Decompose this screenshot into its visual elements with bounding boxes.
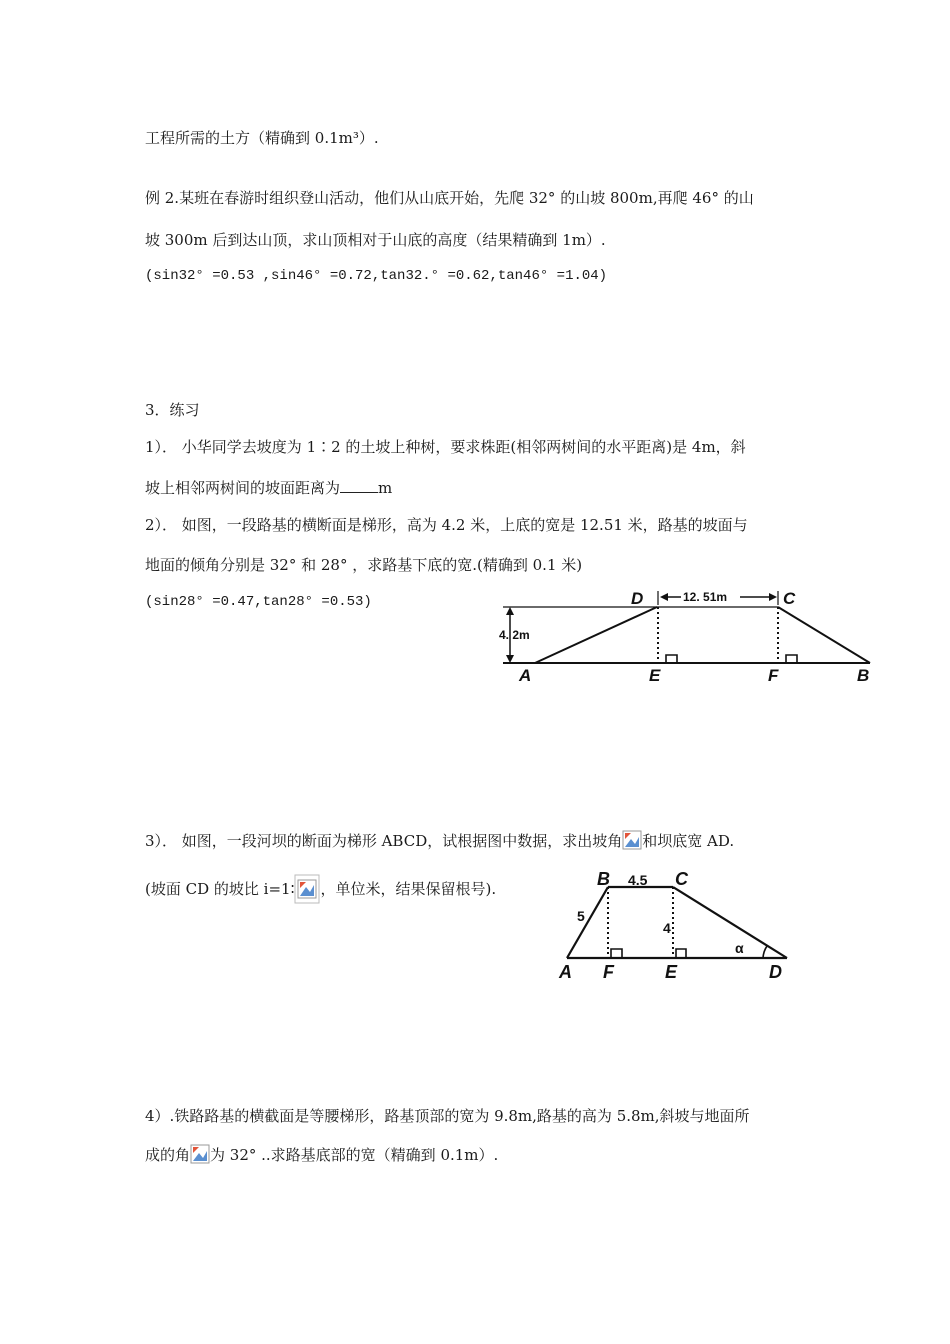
label-D: D xyxy=(769,962,782,982)
right-angle-F xyxy=(611,949,622,958)
label-A: A xyxy=(519,666,532,685)
example2-line2: 坡 300m 后到达山顶，求山顶相对于山底的高度（结果精确到 1m）. xyxy=(145,231,606,249)
right-angle-F xyxy=(786,655,797,663)
q3-line2-prefix: (坡面 CD 的坡比 i=1∶ xyxy=(145,880,295,898)
q4-line1: 4）.铁路路基的横截面是等腰梯形，路基顶部的宽为 9.8m,路基的高为 5.8m,斜坡与地面所 xyxy=(145,1107,750,1125)
broken-image-icon xyxy=(622,830,642,850)
top-width-label: 4.5 xyxy=(628,872,648,888)
q3-line2-suffix: ，单位米，结果保留根号). xyxy=(320,880,497,898)
q3-line1-suffix: 和坝底宽 AD. xyxy=(642,832,735,850)
height-label: 4 xyxy=(663,920,671,936)
q3-line1-prefix: 3）． 如图，一段河坝的断面为梯形 ABCD，试根据图中数据，求出坡角 xyxy=(145,832,623,850)
label-B: B xyxy=(597,869,610,889)
q4-line2 xyxy=(145,1144,498,1165)
label-B: B xyxy=(857,666,870,685)
label-C: C xyxy=(675,869,688,889)
side-length-label: 5 xyxy=(577,908,585,924)
label-C: C xyxy=(783,589,796,608)
q2-line1: 2）． 如图，一段路基的横断面是梯形，高为 4.2 米，上底的宽是 12.51 米，路基的坡面与 xyxy=(145,516,748,534)
side-AB xyxy=(567,887,608,958)
q3-line2 xyxy=(145,874,496,904)
label-A: A xyxy=(559,962,572,982)
q1-line2-suffix: m xyxy=(378,479,393,497)
figure-road-trapezoid xyxy=(495,585,890,690)
q1-line2 xyxy=(145,478,392,498)
angle-arc-D xyxy=(763,946,767,958)
q2-hint: (sin28° =0.47,tan28° =0.53) xyxy=(145,594,372,610)
label-E: E xyxy=(649,666,661,685)
q3-line1 xyxy=(145,830,734,851)
right-angle-E xyxy=(666,655,677,663)
right-angle-E xyxy=(676,949,686,958)
label-F: F xyxy=(603,962,614,982)
q1-line2-prefix: 坡上相邻两树间的坡面距离为 xyxy=(145,479,341,497)
example2-hint: (sin32° =0.53 ,sin46° =0.72,tan32.° =0.62,tan46° =1.04) xyxy=(145,268,608,284)
figure-dam-trapezoid xyxy=(555,865,795,985)
label-F: F xyxy=(768,666,779,685)
top-width-label: 12. 51m xyxy=(683,590,728,604)
label-E: E xyxy=(665,962,678,982)
q2-line2: 地面的倾角分别是 32° 和 28° ，求路基下底的宽.(精确到 0.1 米) xyxy=(145,556,583,574)
example2-line1: 例 2.某班在春游时组织登山活动，他们从山底开始，先爬 32° 的山坡 800m,再爬 46° 的山 xyxy=(145,189,754,207)
label-D: D xyxy=(631,589,644,608)
q4-line2-suffix: 为 32° ..求路基底部的宽（精确到 0.1m）. xyxy=(210,1146,499,1164)
slope-AD xyxy=(535,607,657,663)
answer-blank xyxy=(340,478,378,493)
broken-image-icon xyxy=(190,1144,210,1164)
intro-line: 工程所需的土方（精确到 0.1m³）. xyxy=(145,129,379,147)
angle-alpha-label: α xyxy=(735,940,744,956)
q4-line2-prefix: 成的角 xyxy=(145,1146,191,1164)
section3-heading: 3．练习 xyxy=(145,401,200,419)
q1-line1: 1）． 小华同学去坡度为 1∶2 的土坡上种树，要求株距(相邻两树间的水平距离)是 4m，斜 xyxy=(145,438,746,456)
height-label: 4. 2m xyxy=(499,628,530,642)
side-CD xyxy=(673,887,787,958)
broken-image-icon xyxy=(294,874,320,904)
